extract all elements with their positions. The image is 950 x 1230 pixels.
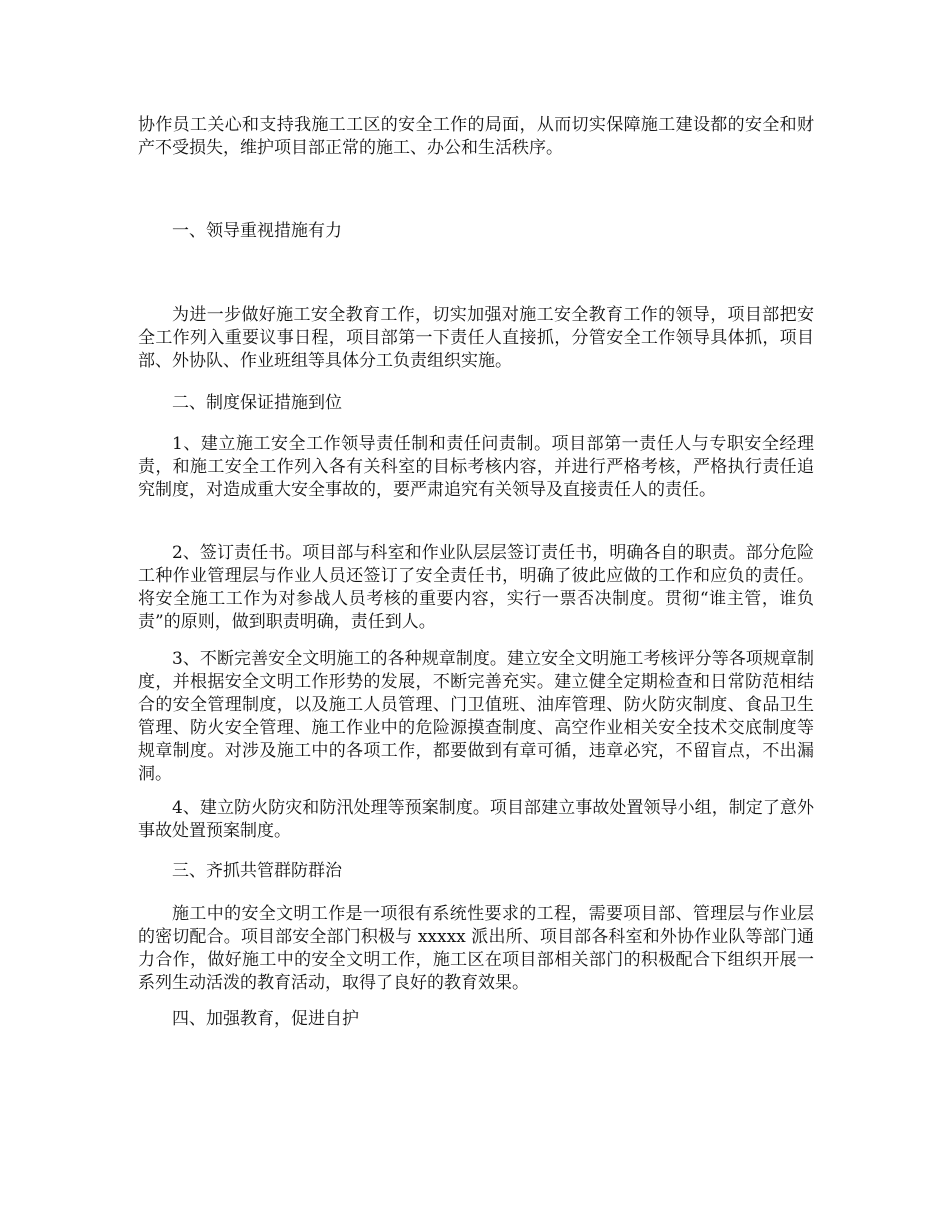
paragraph-text: 协作员工关心和支持我施工工区的安全工作的局面，从而切实保障施工建设都的安全和财产不受损失，维护项目部正常的施工、办公和生活秩序。 <box>138 115 814 158</box>
paragraph-leadership <box>138 304 814 373</box>
heading-text: 一、领导重视措施有力 <box>172 221 342 241</box>
paragraph-text: 2、签订责任书。项目部与科室和作业队层层签订责任书，明确各自的职责。部分危险工种作业管理层与作业人员还签订了安全责任书，明确了彼此应做的工作和应负的责任。将安全施工工作为对参战人员考核的重要内容，实行一票否决制度。贯彻“谁主管，谁负责”的原则，做到职责明确，责任到人。 <box>138 543 814 632</box>
section-heading-4 <box>138 1008 814 1031</box>
heading-text: 三、齐抓共管群防群治 <box>172 861 342 881</box>
paragraph-item-1 <box>138 433 814 502</box>
section-heading-1 <box>138 220 814 243</box>
heading-text: 四、加强教育，促进自护 <box>172 1009 359 1029</box>
paragraph-item-4 <box>138 797 814 843</box>
heading-text: 二、制度保证措施到位 <box>172 393 342 413</box>
paragraph-item-2 <box>138 542 814 634</box>
paragraph-continuation <box>138 114 814 160</box>
paragraph-text: 4、建立防火防灾和防汛处理等预案制度。项目部建立事故处置领导小组，制定了意外事故处置预案制度。 <box>138 798 814 841</box>
paragraph-text: 为进一步做好施工安全教育工作，切实加强对施工安全教育工作的领导，项目部把安全工作列入重要议事日程，项目部第一下责任人直接抓，分管安全工作领导具体抓，项目部、外协队、作业班组等具体分工负责组织实施。 <box>138 305 814 371</box>
paragraph-text: 1、建立施工安全工作领导责任制和责任问责制。项目部第一责任人与专职安全经理责，和施工安全工作列入各有关科室的目标考核内容，并进行严格考核，严格执行责任追究制度，对造成重大安全事故的，要严肃追究有关领导及直接责任人的责任。 <box>138 434 814 500</box>
section-heading-3 <box>138 860 814 883</box>
section-heading-2 <box>138 392 814 415</box>
paragraph-cooperation <box>138 903 814 995</box>
paragraph-item-3 <box>138 648 814 786</box>
paragraph-text: 施工中的安全文明工作是一项很有系统性要求的工程，需要项目部、管理层与作业层的密切配合。项目部安全部门积极与 xxxxx 派出所、项目部各科室和外协作业队等部门通力合作，做好施工中的安全文明工作，施工区在项目部相关部门的积极配合下组织开展一系列生动活泼的教育活动，取得了良好的教育效果。 <box>138 904 814 993</box>
paragraph-text: 3、不断完善安全文明施工的各种规章制度。建立安全文明施工考核评分等各项规章制度，并根据安全文明工作形势的发展，不断完善充实。建立健全定期检查和日常防范相结合的安全管理制度，以及施工人员管理、门卫值班、油库管理、防火防灾制度、食品卫生管理、防火安全管理、施工作业中的危险源摸查制度、高空作业相关安全技术交底制度等规章制度。对涉及施工中的各项工作，都要做到有章可循，违章必究，不留盲点，不出漏洞。 <box>138 649 814 784</box>
